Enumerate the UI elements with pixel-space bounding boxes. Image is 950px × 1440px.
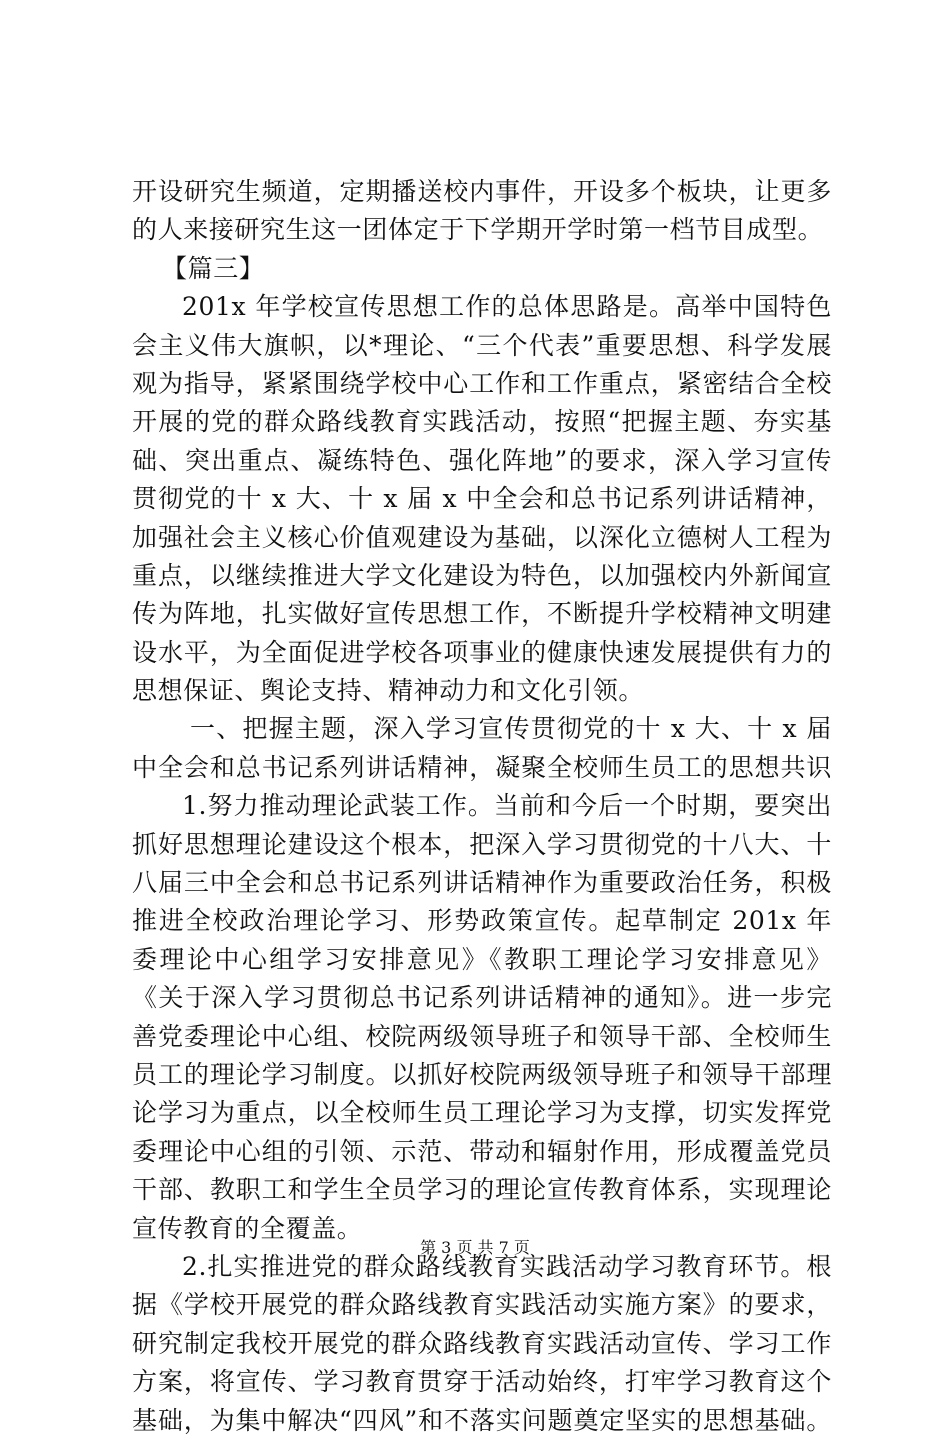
text-line: 据《学校开展党的群众路线教育实践活动实施方案》的要求， bbox=[132, 1290, 832, 1320]
text-line: 设水平，为全面促进学校各项事业的健康快速发展提供有力的 bbox=[132, 637, 832, 667]
text-line: 思想保证、舆论支持、精神动力和文化引领。 bbox=[132, 676, 645, 706]
text-line: 方案，将宣传、学习教育贯穿于活动始终，打牢学习教育这个 bbox=[132, 1367, 832, 1397]
text-line: 传为阵地，扎实做好宣传思想工作，不断提升学校精神文明建 bbox=[132, 599, 832, 629]
text-line: 推进全校政治理论学习、形势政策宣传。起草制定 201x 年 bbox=[132, 906, 832, 936]
text-line: 观为指导，紧紧围绕学校中心工作和工作重点，紧密结合全校 bbox=[132, 368, 832, 398]
text-line: 1.努力推动理论武装工作。当前和今后一个时期，要突出 bbox=[182, 791, 832, 821]
text-line: 开展的党的群众路线教育实践活动，按照“把握主题、夯实基 bbox=[132, 407, 832, 437]
subheading-line: 中全会和总书记系列讲话精神，凝聚全校师生员工的思想共识 bbox=[132, 752, 832, 782]
text-line: 研究制定我校开展党的群众路线教育实践活动宣传、学习工作 bbox=[132, 1328, 832, 1358]
text-line: 论学习为重点，以全校师生员工理论学习为支撑，切实发挥党 bbox=[132, 1098, 832, 1128]
text-line: 贯彻党的十 x 大、十 x 届 x 中全会和总书记系列讲话精神， bbox=[132, 484, 832, 514]
text-line: 开设研究生频道，定期播送校内事件，开设多个板块，让更多 bbox=[132, 177, 832, 206]
text-line: 干部、教职工和学生全员学习的理论宣传教育体系，实现理论 bbox=[132, 1175, 832, 1205]
text-line: 委理论中心组学习安排意见》《教职工理论学习安排意见》 bbox=[132, 944, 832, 974]
text-line: 员工的理论学习制度。以抓好校院两级领导班子和领导干部理 bbox=[132, 1059, 832, 1089]
text-line: 善党委理论中心组、校院两级领导班子和领导干部、全校师生 bbox=[132, 1021, 832, 1051]
page-number-footer: 第 3 页 共 7 页 bbox=[420, 1238, 530, 1257]
text-line: 委理论中心组的引领、示范、带动和辐射作用，形成覆盖党员 bbox=[132, 1136, 832, 1166]
text-line: 会主义伟大旗帜，以*理论、“三个代表”重要思想、科学发展 bbox=[132, 330, 832, 360]
text-line: 础、突出重点、凝练特色、强化阵地”的要求，深入学习宣传 bbox=[132, 445, 832, 475]
text-line: 重点，以继续推进大学文化建设为特色，以加强校内外新闻宣 bbox=[132, 560, 832, 590]
subheading-line: 一、把握主题，深入学习宣传贯彻党的十 x 大、十 x 届 bbox=[190, 714, 832, 744]
text-line: 抓好思想理论建设这个根本，把深入学习贯彻党的十八大、十 bbox=[132, 829, 832, 859]
text-line: 加强社会主义核心价值观建设为基础，以深化立德树人工程为 bbox=[132, 522, 832, 552]
text-line: 《关于深入学习贯彻总书记系列讲话精神的通知》。进一步完 bbox=[132, 983, 832, 1013]
text-line: 201x 年学校宣传思想工作的总体思路是。高举中国特色 bbox=[182, 292, 832, 322]
section-heading: 【篇三】 bbox=[162, 253, 265, 283]
text-line: 2.扎实推进党的群众路线教育实践活动学习教育环节。根 bbox=[182, 1251, 832, 1281]
text-line: 基础，为集中解决“四风”和不落实问题奠定坚实的思想基础。 bbox=[132, 1405, 832, 1435]
text-line: 八届三中全会和总书记系列讲话精神作为重要政治任务，积极 bbox=[132, 868, 832, 898]
text-line: 的人来接研究生这一团体定于下学期开学时第一档节目成型。 bbox=[132, 215, 824, 245]
text-line: 宣传教育的全覆盖。 bbox=[132, 1213, 363, 1243]
